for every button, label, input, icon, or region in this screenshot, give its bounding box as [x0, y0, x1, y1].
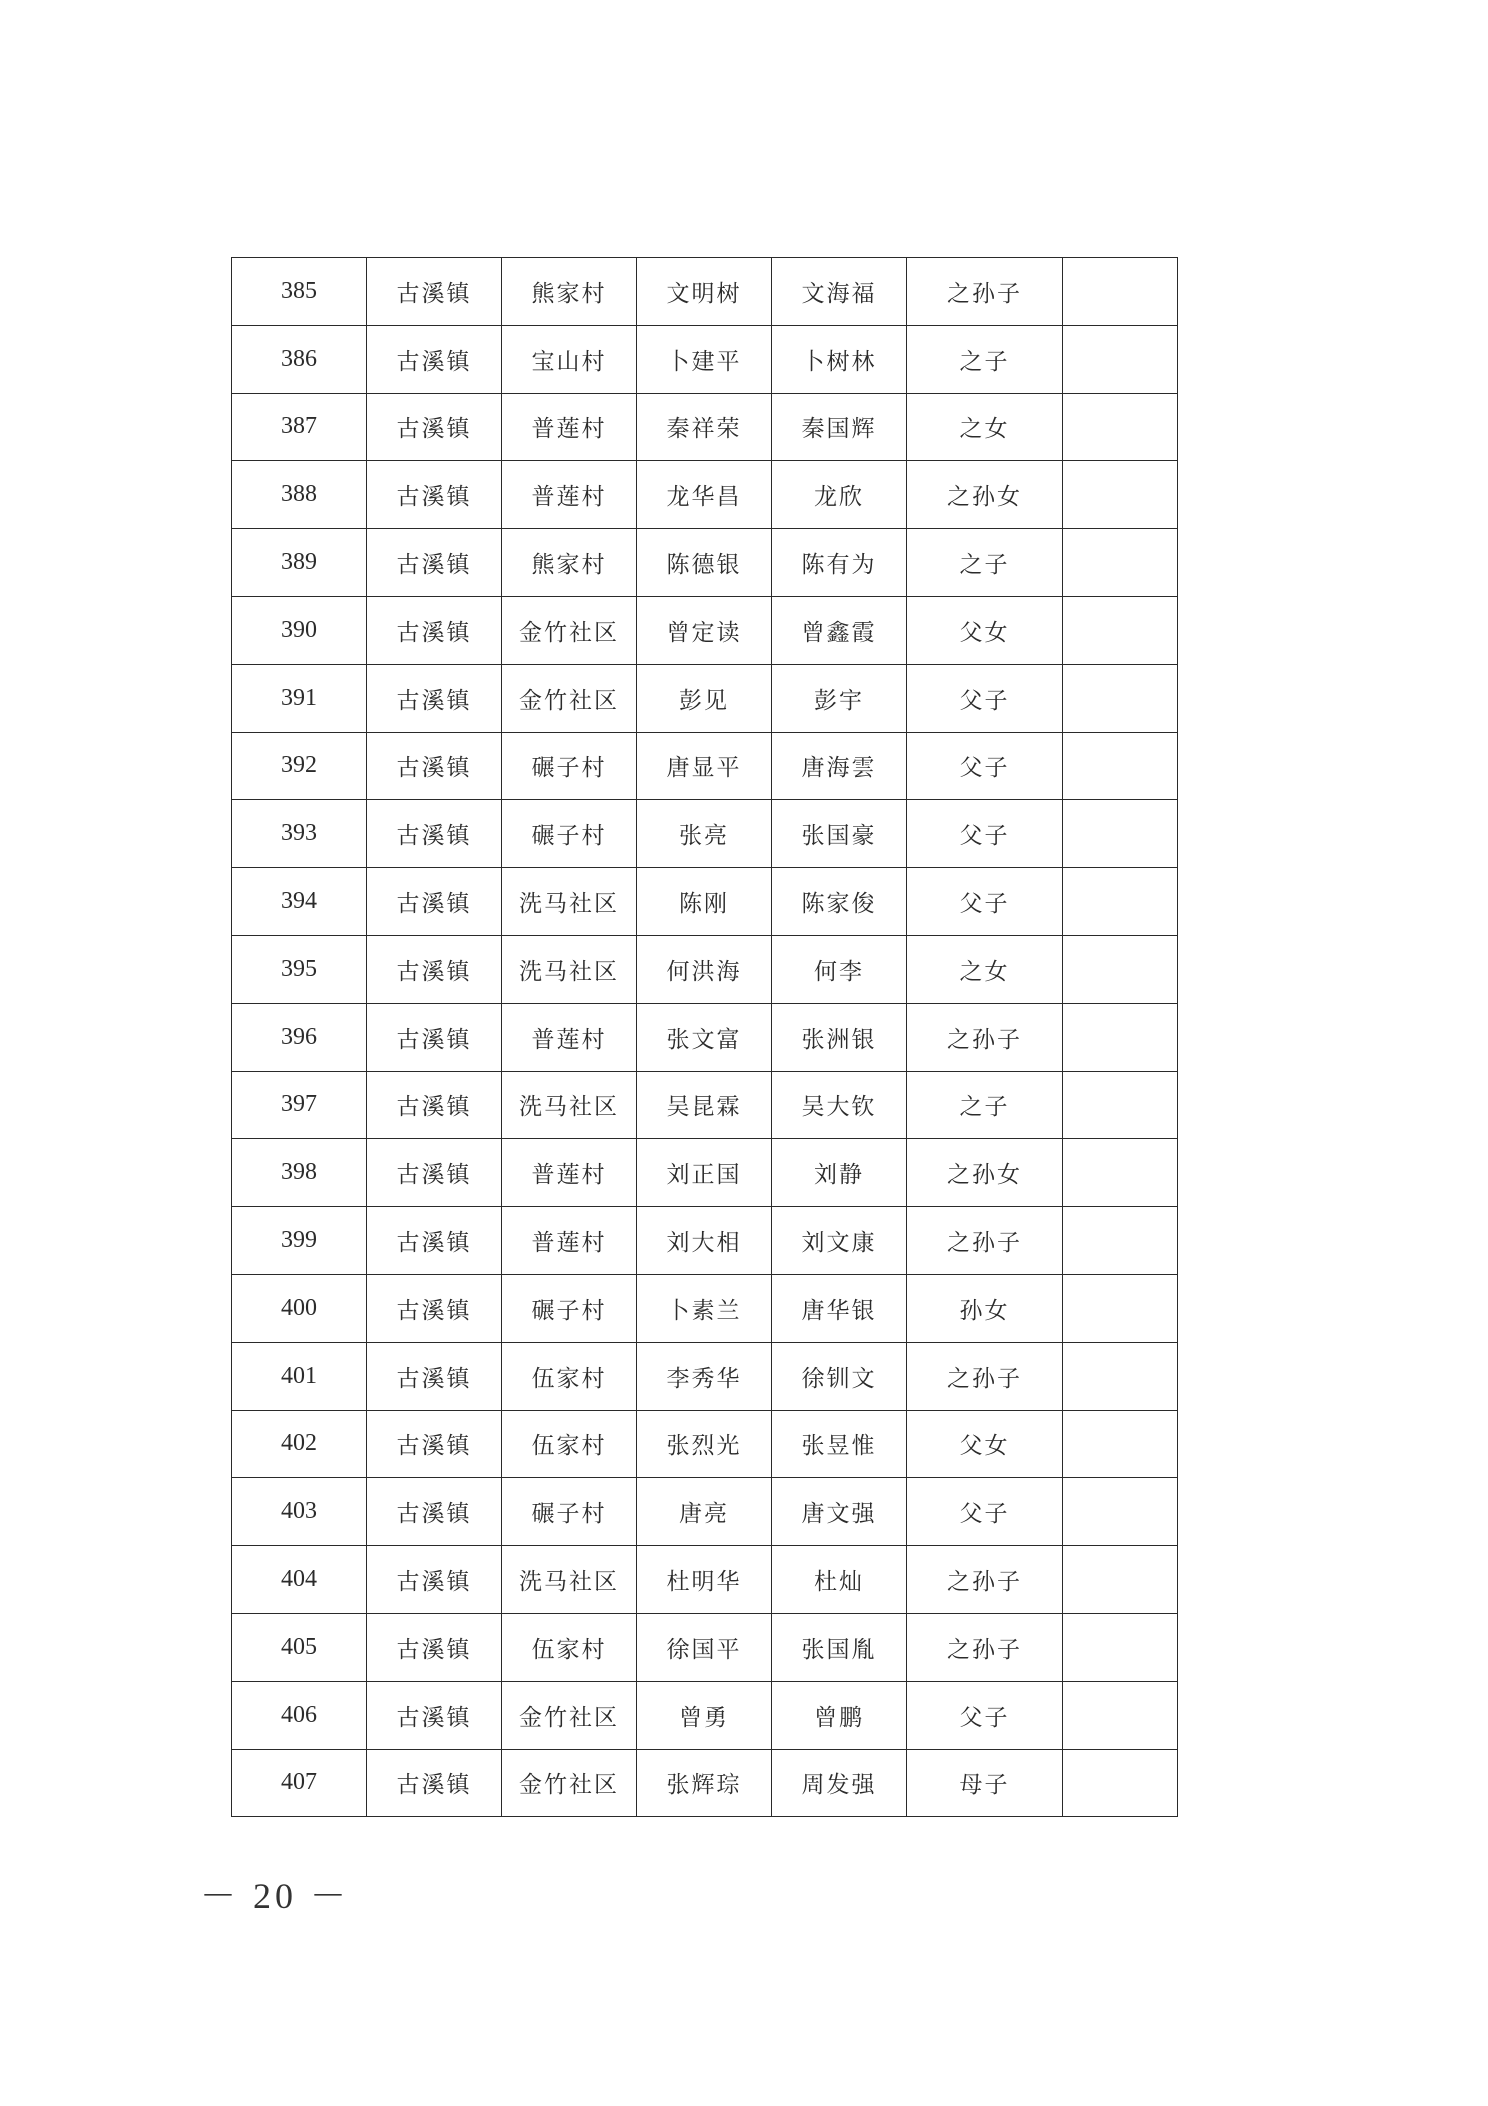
relation-cell: 之孙子 [907, 258, 1063, 326]
row-number: 405 [232, 1613, 367, 1681]
town-cell: 古溪镇 [367, 1410, 502, 1478]
table-row [232, 1613, 1178, 1681]
name-a-cell: 唐显平 [637, 732, 772, 800]
relation-cell: 之孙女 [907, 1139, 1063, 1207]
name-a-cell: 彭见 [637, 664, 772, 732]
row-number: 385 [232, 258, 367, 326]
town-cell: 古溪镇 [367, 1071, 502, 1139]
relation-cell: 母子 [907, 1749, 1063, 1817]
row-number: 401 [232, 1342, 367, 1410]
table-row [232, 1546, 1178, 1614]
table-row [232, 1478, 1178, 1546]
table-row [232, 1207, 1178, 1275]
note-cell [1063, 596, 1178, 664]
note-cell [1063, 1139, 1178, 1207]
note-cell [1063, 1613, 1178, 1681]
table-row [232, 1410, 1178, 1478]
table-row [232, 325, 1178, 393]
name-b-cell: 周发强 [772, 1749, 907, 1817]
note-cell [1063, 1478, 1178, 1546]
town-cell: 古溪镇 [367, 1749, 502, 1817]
row-number: 399 [232, 1207, 367, 1275]
note-cell [1063, 1410, 1178, 1478]
relation-cell: 父子 [907, 800, 1063, 868]
row-number: 404 [232, 1546, 367, 1614]
note-cell [1063, 1546, 1178, 1614]
relation-cell: 孙女 [907, 1274, 1063, 1342]
village-cell: 宝山村 [502, 325, 637, 393]
relation-cell: 父女 [907, 596, 1063, 664]
town-cell: 古溪镇 [367, 1342, 502, 1410]
relation-cell: 之子 [907, 1071, 1063, 1139]
name-a-cell: 张文富 [637, 1003, 772, 1071]
note-cell [1063, 1749, 1178, 1817]
name-b-cell: 刘静 [772, 1139, 907, 1207]
town-cell: 古溪镇 [367, 1681, 502, 1749]
name-b-cell: 秦国辉 [772, 393, 907, 461]
relation-cell: 之子 [907, 529, 1063, 597]
table-row [232, 1071, 1178, 1139]
name-b-cell: 杜灿 [772, 1546, 907, 1614]
record-table [231, 257, 1178, 1817]
name-b-cell: 唐华银 [772, 1274, 907, 1342]
name-b-cell: 张洲银 [772, 1003, 907, 1071]
relation-cell: 之孙子 [907, 1546, 1063, 1614]
name-a-cell: 龙华昌 [637, 461, 772, 529]
table-row [232, 258, 1178, 326]
village-cell: 碾子村 [502, 1274, 637, 1342]
row-number: 400 [232, 1274, 367, 1342]
name-b-cell: 卜树林 [772, 325, 907, 393]
town-cell: 古溪镇 [367, 1274, 502, 1342]
relation-cell: 之子 [907, 325, 1063, 393]
name-a-cell: 刘大相 [637, 1207, 772, 1275]
note-cell [1063, 1207, 1178, 1275]
name-b-cell: 张国胤 [772, 1613, 907, 1681]
village-cell: 金竹社区 [502, 1749, 637, 1817]
table-row [232, 1749, 1178, 1817]
row-number: 403 [232, 1478, 367, 1546]
town-cell: 古溪镇 [367, 325, 502, 393]
note-cell [1063, 1071, 1178, 1139]
relation-cell: 父女 [907, 1410, 1063, 1478]
name-a-cell: 张亮 [637, 800, 772, 868]
record-table-body [232, 258, 1178, 1817]
row-number: 392 [232, 732, 367, 800]
village-cell: 金竹社区 [502, 1681, 637, 1749]
row-number: 393 [232, 800, 367, 868]
row-number: 390 [232, 596, 367, 664]
table-row [232, 1274, 1178, 1342]
row-number: 394 [232, 868, 367, 936]
table-row [232, 800, 1178, 868]
note-cell [1063, 1342, 1178, 1410]
relation-cell: 之孙子 [907, 1613, 1063, 1681]
village-cell: 熊家村 [502, 529, 637, 597]
page-number: － 20 － [200, 1876, 351, 1916]
row-number: 397 [232, 1071, 367, 1139]
village-cell: 碾子村 [502, 732, 637, 800]
table-row [232, 529, 1178, 597]
village-cell: 普莲村 [502, 1003, 637, 1071]
village-cell: 普莲村 [502, 1139, 637, 1207]
town-cell: 古溪镇 [367, 664, 502, 732]
name-b-cell: 曾鹏 [772, 1681, 907, 1749]
relation-cell: 之孙子 [907, 1003, 1063, 1071]
relation-cell: 父子 [907, 1478, 1063, 1546]
row-number: 402 [232, 1410, 367, 1478]
table-row [232, 1342, 1178, 1410]
name-a-cell: 何洪海 [637, 935, 772, 1003]
name-b-cell: 吴大钦 [772, 1071, 907, 1139]
village-cell: 熊家村 [502, 258, 637, 326]
row-number: 386 [232, 325, 367, 393]
name-a-cell: 吴昆霖 [637, 1071, 772, 1139]
name-a-cell: 曾勇 [637, 1681, 772, 1749]
name-b-cell: 龙欣 [772, 461, 907, 529]
name-b-cell: 唐文强 [772, 1478, 907, 1546]
note-cell [1063, 868, 1178, 936]
name-a-cell: 曾定读 [637, 596, 772, 664]
town-cell: 古溪镇 [367, 732, 502, 800]
village-cell: 伍家村 [502, 1410, 637, 1478]
relation-cell: 之孙子 [907, 1207, 1063, 1275]
name-a-cell: 秦祥荣 [637, 393, 772, 461]
relation-cell: 父子 [907, 1681, 1063, 1749]
town-cell: 古溪镇 [367, 258, 502, 326]
table-row [232, 732, 1178, 800]
village-cell: 洗马社区 [502, 1071, 637, 1139]
name-a-cell: 徐国平 [637, 1613, 772, 1681]
name-b-cell: 陈有为 [772, 529, 907, 597]
relation-cell: 父子 [907, 664, 1063, 732]
table-row [232, 1139, 1178, 1207]
village-cell: 洗马社区 [502, 935, 637, 1003]
town-cell: 古溪镇 [367, 596, 502, 664]
village-cell: 伍家村 [502, 1342, 637, 1410]
note-cell [1063, 529, 1178, 597]
name-b-cell: 何李 [772, 935, 907, 1003]
relation-cell: 父子 [907, 868, 1063, 936]
name-a-cell: 张辉琮 [637, 1749, 772, 1817]
village-cell: 碾子村 [502, 800, 637, 868]
note-cell [1063, 461, 1178, 529]
row-number: 398 [232, 1139, 367, 1207]
row-number: 389 [232, 529, 367, 597]
table-row [232, 1681, 1178, 1749]
name-b-cell: 徐钏文 [772, 1342, 907, 1410]
table-row [232, 1003, 1178, 1071]
name-b-cell: 张昱惟 [772, 1410, 907, 1478]
name-b-cell: 曾鑫霞 [772, 596, 907, 664]
note-cell [1063, 258, 1178, 326]
town-cell: 古溪镇 [367, 1139, 502, 1207]
table-row [232, 393, 1178, 461]
note-cell [1063, 1274, 1178, 1342]
town-cell: 古溪镇 [367, 868, 502, 936]
name-a-cell: 唐亮 [637, 1478, 772, 1546]
name-b-cell: 刘文康 [772, 1207, 907, 1275]
name-b-cell: 彭宇 [772, 664, 907, 732]
row-number: 407 [232, 1749, 367, 1817]
note-cell [1063, 1681, 1178, 1749]
table-row [232, 664, 1178, 732]
table-row [232, 596, 1178, 664]
village-cell: 金竹社区 [502, 664, 637, 732]
name-a-cell: 卜素兰 [637, 1274, 772, 1342]
town-cell: 古溪镇 [367, 1207, 502, 1275]
town-cell: 古溪镇 [367, 461, 502, 529]
name-b-cell: 文海福 [772, 258, 907, 326]
name-b-cell: 陈家俊 [772, 868, 907, 936]
row-number: 391 [232, 664, 367, 732]
name-a-cell: 卜建平 [637, 325, 772, 393]
town-cell: 古溪镇 [367, 1546, 502, 1614]
town-cell: 古溪镇 [367, 1613, 502, 1681]
village-cell: 金竹社区 [502, 596, 637, 664]
name-a-cell: 杜明华 [637, 1546, 772, 1614]
name-b-cell: 唐海雲 [772, 732, 907, 800]
table-row [232, 868, 1178, 936]
town-cell: 古溪镇 [367, 1003, 502, 1071]
town-cell: 古溪镇 [367, 800, 502, 868]
row-number: 406 [232, 1681, 367, 1749]
table-row [232, 935, 1178, 1003]
village-cell: 普莲村 [502, 461, 637, 529]
note-cell [1063, 732, 1178, 800]
village-cell: 碾子村 [502, 1478, 637, 1546]
name-a-cell: 文明树 [637, 258, 772, 326]
name-a-cell: 张烈光 [637, 1410, 772, 1478]
note-cell [1063, 800, 1178, 868]
relation-cell: 之女 [907, 393, 1063, 461]
name-a-cell: 陈刚 [637, 868, 772, 936]
village-cell: 洗马社区 [502, 868, 637, 936]
relation-cell: 之孙子 [907, 1342, 1063, 1410]
name-a-cell: 陈德银 [637, 529, 772, 597]
table-row [232, 461, 1178, 529]
row-number: 387 [232, 393, 367, 461]
row-number: 388 [232, 461, 367, 529]
village-cell: 洗马社区 [502, 1546, 637, 1614]
name-b-cell: 张国豪 [772, 800, 907, 868]
row-number: 396 [232, 1003, 367, 1071]
note-cell [1063, 935, 1178, 1003]
relation-cell: 父子 [907, 732, 1063, 800]
relation-cell: 之孙女 [907, 461, 1063, 529]
name-a-cell: 李秀华 [637, 1342, 772, 1410]
town-cell: 古溪镇 [367, 1478, 502, 1546]
village-cell: 普莲村 [502, 393, 637, 461]
note-cell [1063, 664, 1178, 732]
note-cell [1063, 325, 1178, 393]
town-cell: 古溪镇 [367, 935, 502, 1003]
village-cell: 普莲村 [502, 1207, 637, 1275]
relation-cell: 之女 [907, 935, 1063, 1003]
note-cell [1063, 393, 1178, 461]
name-a-cell: 刘正国 [637, 1139, 772, 1207]
note-cell [1063, 1003, 1178, 1071]
town-cell: 古溪镇 [367, 393, 502, 461]
village-cell: 伍家村 [502, 1613, 637, 1681]
town-cell: 古溪镇 [367, 529, 502, 597]
row-number: 395 [232, 935, 367, 1003]
